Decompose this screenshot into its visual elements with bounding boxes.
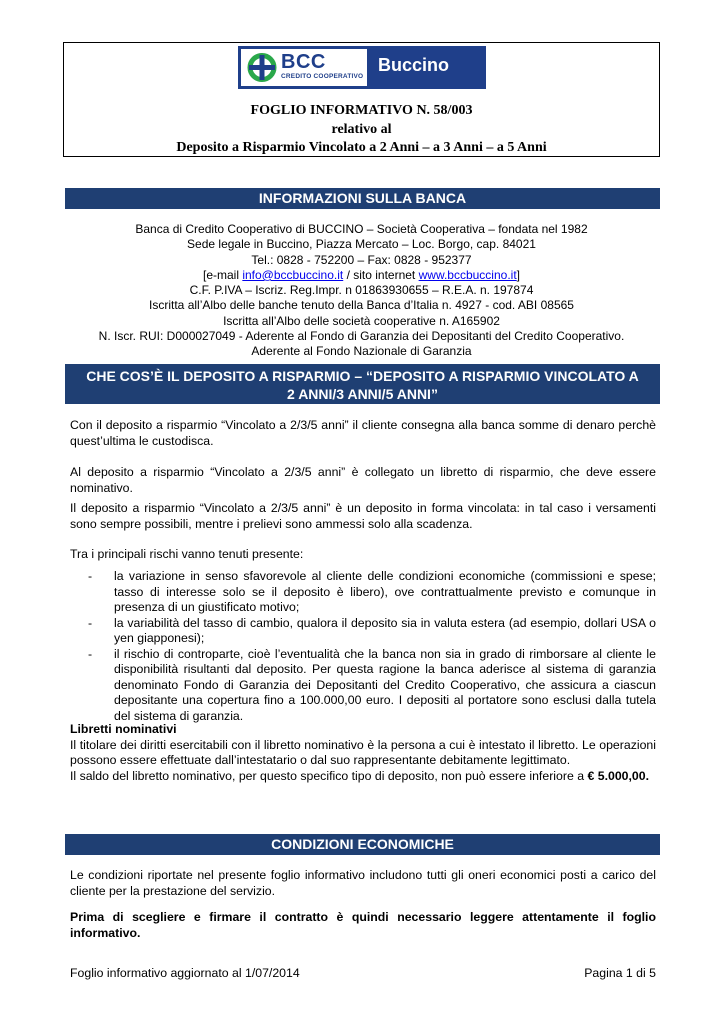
conditions-heading: CONDIZIONI ECONOMICHE <box>65 834 660 855</box>
logo-subtitle: CREDITO COOPERATIVO <box>281 73 364 80</box>
libretti-amount: € 5.000,00 <box>587 768 646 783</box>
list-dash: - <box>88 569 93 583</box>
bank-phone-line: Tel.: 0828 - 752200 – Fax: 0828 - 952377 <box>251 252 472 267</box>
list-item <box>88 569 656 616</box>
deposit-heading <box>65 364 660 404</box>
footer-updated: Foglio informativo aggiornato al 1/07/2014 <box>70 966 300 980</box>
site-prefix: / sito internet <box>343 267 419 282</box>
bank-contacts-line <box>63 268 660 283</box>
conditions-paragraph-1: Le condizioni riportate nel presente foglio informativo includono tutti gli oneri economici posti a carico del cliente per la prestazione del servizio. <box>70 868 656 898</box>
document-title: FOGLIO INFORMATIVO N. 58/003 <box>250 103 473 118</box>
libretti-block <box>70 722 656 784</box>
risks-intro: Tra i principali rischi vanno tenuti presente: <box>70 547 304 561</box>
risk-text: la variazione in senso sfavorevole al cliente delle condizioni economiche (commissioni e spese; tasso di interesse solo se il deposito è libero), ove contrattualmente previsto e comunque in presenza di un giustificato motivo; <box>114 569 656 614</box>
deposit-paragraph-3: Il deposito a risparmio “Vincolato a 2/3/5 anni” è un deposito in forma vincolata: in tal caso i versamenti sono sempre possibili, mentre i prelievi sono ammessi solo alla scadenza. <box>70 501 656 531</box>
bcc-buccino-logo <box>238 46 486 89</box>
logo-bcc-text: BCC <box>281 51 326 73</box>
bank-address-line: Sede legale in Buccino, Piazza Mercato – Loc. Borgo, cap. 84021 <box>187 237 536 252</box>
document-subtitle: relativo al <box>331 122 392 137</box>
bank-info-block <box>63 222 660 360</box>
bank-fund-line: Aderente al Fondo Nazionale di Garanzia <box>251 344 472 359</box>
footer-page-number: Pagina 1 di 5 <box>584 966 656 980</box>
email-link[interactable]: info@bccbuccino.it <box>242 267 344 282</box>
site-suffix: ] <box>516 267 520 282</box>
libretti-end: . <box>645 768 650 783</box>
list-dash: - <box>88 615 93 630</box>
list-item <box>88 616 656 647</box>
risk-text: il rischio di controparte, cioè l’eventualità che la banca non sia in grado di rimborsare al cliente le disponibilità risultanti dal deposito. Per questa ragione la banca aderisce al sistema di garanzia denominato Fondo di Garanzia dei Depositanti del Credito Cooperativo, che assicura a ciascun depositante una copertura fino a 100.000,00 euro. I depositi al portatore sono esclusi dalla tutela del sistema di garanzia. <box>114 646 656 723</box>
deposit-heading-line1: CHE COS’È IL DEPOSITO A RISPARMIO – “DEPOSITO A RISPARMIO VINCOLATO A <box>86 368 639 384</box>
bank-rui-line: N. Iscr. RUI: D000027049 - Aderente al Fondo di Garanzia dei Depositanti del Credito Cooperativo. <box>98 329 625 344</box>
list-dash: - <box>88 646 93 661</box>
bank-albo-line: Iscritta all’Albo delle banche tenuto della Banca d’Italia n. 4927 - cod. ABI 08565 <box>149 298 574 313</box>
risk-text: la variabilità del tasso di cambio, qualora il deposito sia in valuta estera (ad esempio, dollari USA o yen giapponesi); <box>114 615 656 645</box>
document-product-title: Deposito a Risparmio Vincolato a 2 Anni – a 3 Anni – a 5 Anni <box>176 140 547 155</box>
email-prefix: [e-mail <box>202 267 243 282</box>
bcc-mark-icon <box>247 53 277 82</box>
bank-info-heading: INFORMAZIONI SULLA BANCA <box>65 188 660 209</box>
list-item <box>88 647 656 725</box>
document-header <box>63 42 660 157</box>
logo-white-panel <box>241 49 367 86</box>
deposit-paragraph-1: Con il deposito a risparmio “Vincolato a 2/3/5 anni” il cliente consegna alla banca somme di denaro perchè quest’ultima le custodisca. <box>70 418 656 448</box>
deposit-paragraph-2: Al deposito a risparmio “Vincolato a 2/3/5 anni” è collegato un libretto di risparmio, che deve essere nominativo. <box>70 465 656 495</box>
libretti-paragraph-1: Il titolare dei diritti esercitabili con il libretto nominativo è la persona a cui è intestato il libretto. Le operazioni possono essere effettuate dall’intestatario o dal suo rappresentante debitamente legittimato. <box>70 737 656 767</box>
libretti-title: Libretti nominativi <box>70 722 177 736</box>
libretti-paragraph-2 <box>70 769 656 785</box>
deposit-heading-line2: 2 ANNI/3 ANNI/5 ANNI” <box>287 386 438 402</box>
bank-registration-line: C.F. P.IVA – Iscriz. Reg.Impr. n 01863930655 – R.E.A. n. 197874 <box>189 283 534 298</box>
risks-list <box>88 569 656 724</box>
bank-name-line: Banca di Credito Cooperativo di BUCCINO – Società Cooperativa – fondata nel 1982 <box>135 222 588 236</box>
conditions-paragraph-2: Prima di scegliere e firmare il contratto è quindi necessario leggere attentamente il foglio informativo. <box>70 910 656 940</box>
website-link[interactable]: www.bccbuccino.it <box>418 267 517 282</box>
bank-coop-line: Iscritta all’Albo delle società cooperative n. A165902 <box>223 313 500 328</box>
logo-bank-name: Buccino <box>378 55 450 75</box>
libretti-saldo-text: Il saldo del libretto nominativo, per questo specifico tipo di deposito, non può essere inferiore a <box>70 768 585 783</box>
